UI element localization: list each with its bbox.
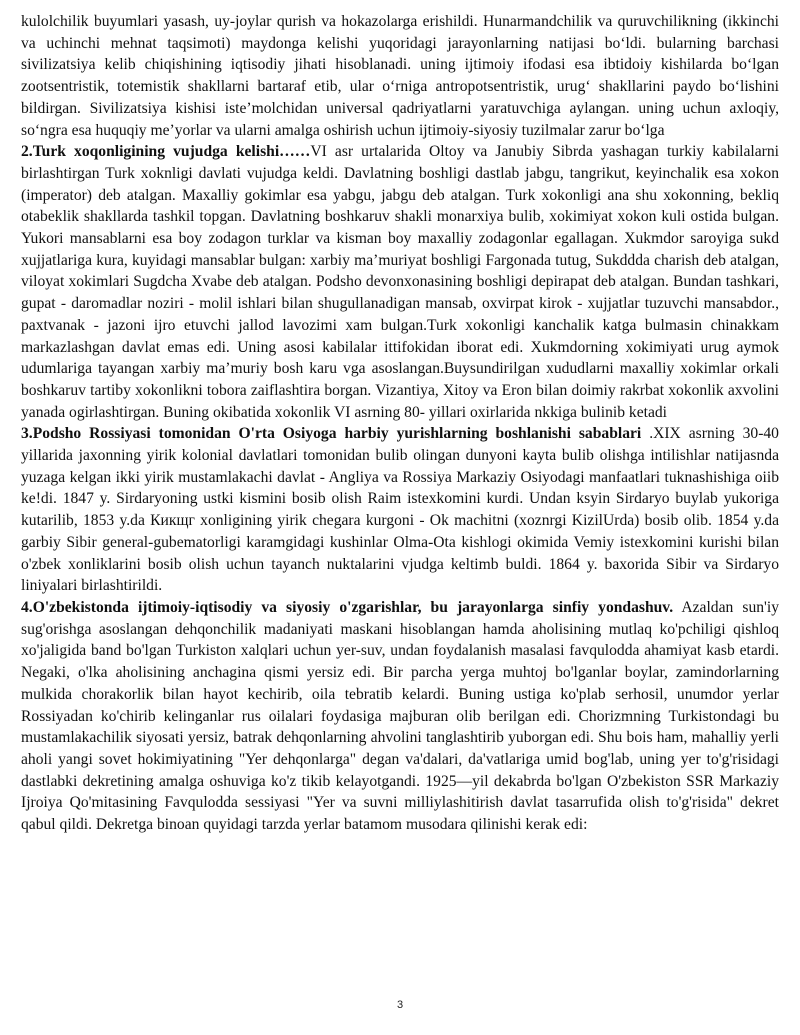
page-number: 3: [396, 999, 404, 1011]
section-3-body: .XIX asrning 30-40 yillarida jaxonning yirik kolonial davlatlari tomonidan bulib olingan dunyoni kayta bulib olishga intilishlar natijasnda yuzaga kelgan ikki yirik mustamlakachi davlat - Angliya va Rossiya Markaziy Osiyodagi manfaatlari tuknashishiga oiib ke!di. 1847 y. Sirdaryoning ustki kismini bosib olish Raim istexkomini kurdi. Undan ksyin Sirdaryo buylab yukoriga kutarilib, 1853 y.da Кикщг xonligining yirik chegara kurgoni - Ok machitni (xoznrgi KizilUrda) bosib olib. 1854 y.da garbiy Sibir general-gubematorligi karamgidagi kushinlar Olma-Ota kishlogi okimida Vemiy istexkomini kurishi bilan o'zbek xonliklarini bosib olish uchun tayanch nuktalarini vjudga keltimb buldi. 1864 y. baxorida Sibir va Sirdaryo liniyalari birlashtirildi.: [21, 425, 779, 595]
section-3: [21, 423, 779, 597]
section-2-heading: 2.Turk xoqonligining vujudga kelishi……: [21, 143, 311, 161]
section-4-body: Azaldan sun'iy sug'orishga asoslangan dehqonchilik madaniyati maskani hisoblangan hamda aholisining mutlaq ko'pchiligi qishloq xo'jaligida band bo'lgan Turkiston xalqlari uchun yer-suv, undan foydalanish masalasi favqulodda ahamiyat kasb etardi. Negaki, o'lka aholisining anchagina qismi yersiz edi. Bir parcha yerga muhtoj bo'lganlar boylar, zamindorlarning mulkida chorakorlik bilan hayot kechirib, oila tebratib kelardi. Buning ustiga ko'plab serhosil, unumdor yerlar Rossiyadan ko'chirib kelinganlar rus oilalari foydasiga majburan olib berilgan edi. Chorizmning Turkistondagi bu mustamlakachilik siyosati yersiz, batrak dehqonlarning ahvolini tanglashtirib yuborgan edi. Shu bois ham, mahalliy yerli aholi yangi sovet hokimiyatining "Yer dehqonlarga" degan va'dalari, da'vatlariga umid bog'lab, uning yer to'g'risidagi dastlabki dekretining amalga oshuviga ko'z tikib kelayotgandi. 1925—yil dekabrda bo'lgan O'zbekiston SSR Markaziy Ijroiya Qo'mitasining Favqulodda sessiyasi "Yer va suvni milliylashitirish davlat tasarrufida olish to'g'risida" dekret qabul qildi. Dekretga binoan quyidagi tarzda yerlar batamom musodara qilinishi kerak edi:: [21, 598, 779, 834]
intro-paragraph: kulolchilik buyumlari yasash, uy-joylar qurish va hokazolarga erishildi. Hunarmandchilik va quruvchilikning (ikkinchi va uchinchi mehnat taqsimoti) maydonga kelishi yuqoridagi jarayonlarning natijasi bo‘ldi. bularning barchasi sivilizatsiya kelib chiqishining iqtisodiy jihati hisoblanadi. uning ijtimoiy ifodasi esa ibtidoiy kishilarda bo‘lgan zootsentristik, totemistik shakllarni bartaraf etib, ular o‘rniga antropotsentristik, urug‘ shakllarini paydo bo‘lishini bildirgan. Sivilizatsiya kishisi iste’molchidan universal qadriyatlarni yaratuvchiga aylangan. uning uchun axloqiy, so‘ngra esa huquqiy me’yorlar va ularni amalga oshirish uchun ijtimoiy-siyosiy tuzilmalar zarur bo‘lga: [21, 13, 779, 139]
section-2: [21, 141, 779, 423]
section-2-body: VI asr urtalarida Oltoy va Janubiy Sibrda yashagan turkiy kabilalarni birlashtirgan Turk xoknligi davlati vujudga keldi. Davlatning boshligi dastlab jabgu, tangrikut, keyinchalik esa xokon (imperator) deb atalgan. Maxalliy gokimlar esa yabgu, jabgu deb atalgan. Turk xokonligi ana shu xokonning, bekliq otabeklik shakllarda tashkil topgan. Davlatning boshkaruv shakli monarxiya bulib, xokimiyat xokon kuli ostida bulgan. Yukori mansablarni esa boy zodagon turklar va kisman boy maxalliy zodagonlar egallagan. Xukmdor saroyiga sukd xujjatlariga kura, kuyidagi mansablar bulgan: xarbiy ma’muriyat boshligi Fargonada tutug, Sukddda charish deb atalgan, viloyat xokimlari Sugdcha Xvabe deb atalgan. Podsho devonxonasining boshligi depirapat deb atalgan. Bundan tashkari, gupat - daromadlar noziri - molil ishlari bilan shugullanadigan mansab, oxvirpat kirok - xujjatlar tuzuvchi mansabdor., paxtvanak - jazoni ijro etuvchi jallod lavozimi xam bulgan.Turk xokonligi kanchalik katga bulmasin chinakkam markazlashgan davlat emas edi. Uning asosi kabilalar ittifokidan iborat edi. Xukmdorning xokimiyati urug aymok udumlariga tayangan xarbiy ma’muriy bosh karu vga asoslangan.Buysundirilgan xududlarni maxalliy xokimlar orkali boshkaruv tartiby xokonlikni tobora zaiflashtira borgan. Vizantiya, Xitoy va Eron bilan doimiy rakrbat xokonlik axvolini yanada ogirlashtirgan. Buning okibatida xokonlik VI asrning 80- yillari oxirlarida nkkiga bulinib ketadi: [21, 143, 779, 421]
section-4: [21, 597, 779, 836]
section-4-heading: 4.O'zbekistonda ijtimoiy-iqtisodiy va siyosiy o'zgarishlar, bu jarayonlarga sinfiy yondashuv.: [21, 598, 674, 616]
section-3-heading: 3.Podsho Rossiyasi tomonidan O'rta Osiyoga harbiy yurishlarning boshlanishi sabablari: [21, 425, 642, 443]
